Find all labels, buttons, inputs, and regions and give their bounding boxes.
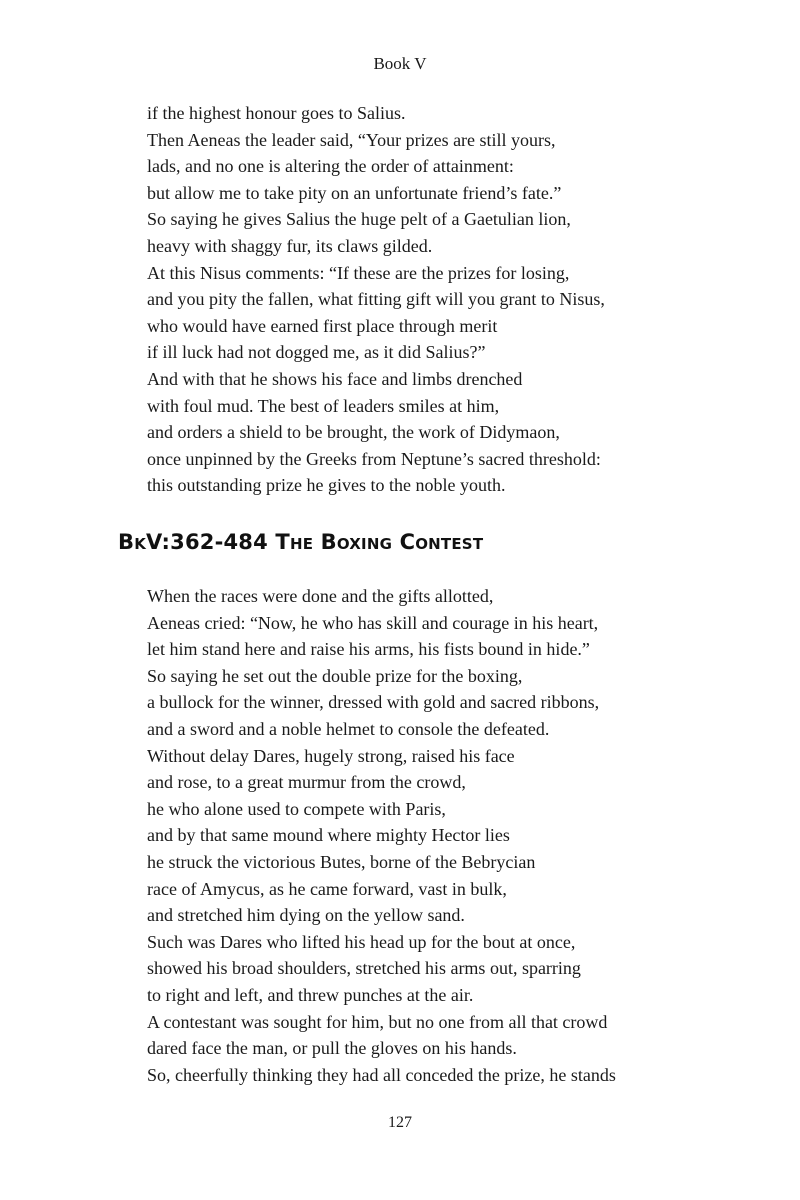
verse-line: but allow me to take pity on an unfortunate friend’s fate.” [147, 182, 562, 203]
running-header: Book V [373, 54, 427, 73]
verse-line: if the highest honour goes to Salius. [147, 103, 406, 123]
verse-line: this outstanding prize he gives to the noble youth. [147, 475, 506, 496]
verse-line: Such was Dares who lifted his head up for the bout at once, [147, 931, 576, 952]
verse-line: At this Nisus comments: “If these are the prizes for losing, [147, 262, 570, 283]
verse-line: A contestant was sought for him, but no one from all that crowd [147, 1011, 608, 1032]
page-number: 127 [388, 1114, 412, 1131]
verse-line: So, cheerfully thinking they had all conceded the prize, he stands [147, 1064, 616, 1085]
verse-line: and rose, to a great murmur from the crowd, [147, 772, 466, 793]
verse-line: to right and left, and threw punches at the air. [147, 984, 474, 1005]
verse-line: and a sword and a noble helmet to console the defeated. [147, 718, 550, 739]
verse-line: Without delay Dares, hugely strong, raised his face [147, 745, 515, 766]
verse-line: with foul mud. The best of leaders smiles at him, [147, 395, 500, 416]
section-heading: BkV:362-484 The Boxing Contest [118, 530, 484, 554]
verse-line: and you pity the fallen, what fitting gift will you grant to Nisus, [147, 289, 605, 310]
verse-block-after-heading [147, 583, 767, 1088]
verse-line: let him stand here and raise his arms, his fists bound in hide.” [147, 639, 590, 660]
verse-line: race of Amycus, as he came forward, vast in bulk, [147, 878, 507, 899]
verse-line: lads, and no one is altering the order of attainment: [147, 156, 514, 177]
verse-line: a bullock for the winner, dressed with gold and sacred ribbons, [147, 692, 600, 713]
verse-line: Then Aeneas the leader said, “Your prizes are still yours, [147, 129, 556, 150]
verse-line: and by that same mound where mighty Hector lies [147, 825, 510, 846]
verse-line: heavy with shaggy fur, its claws gilded. [147, 235, 433, 256]
verse-line: When the races were done and the gifts allotted, [147, 586, 494, 606]
verse-line: who would have earned first place through merit [147, 315, 498, 336]
verse-line: So saying he set out the double prize for the boxing, [147, 665, 523, 686]
verse-line: showed his broad shoulders, stretched his arms out, sparring [147, 958, 581, 979]
verse-line: he who alone used to compete with Paris, [147, 798, 446, 819]
verse-block-before-heading [147, 100, 767, 499]
verse-line: dared face the man, or pull the gloves on his hands. [147, 1038, 517, 1059]
verse-line: he struck the victorious Butes, borne of the Bebrycian [147, 851, 536, 872]
verse-line: And with that he shows his face and limbs drenched [147, 368, 523, 389]
verse-line: and orders a shield to be brought, the work of Didymaon, [147, 422, 560, 443]
verse-line: if ill luck had not dogged me, as it did Salius?” [147, 342, 486, 363]
verse-line: So saying he gives Salius the huge pelt of a Gaetulian lion, [147, 209, 571, 230]
verse-line: Aeneas cried: “Now, he who has skill and courage in his heart, [147, 612, 599, 633]
verse-line: once unpinned by the Greeks from Neptune’s sacred threshold: [147, 448, 601, 469]
verse-line: and stretched him dying on the yellow sand. [147, 905, 465, 926]
